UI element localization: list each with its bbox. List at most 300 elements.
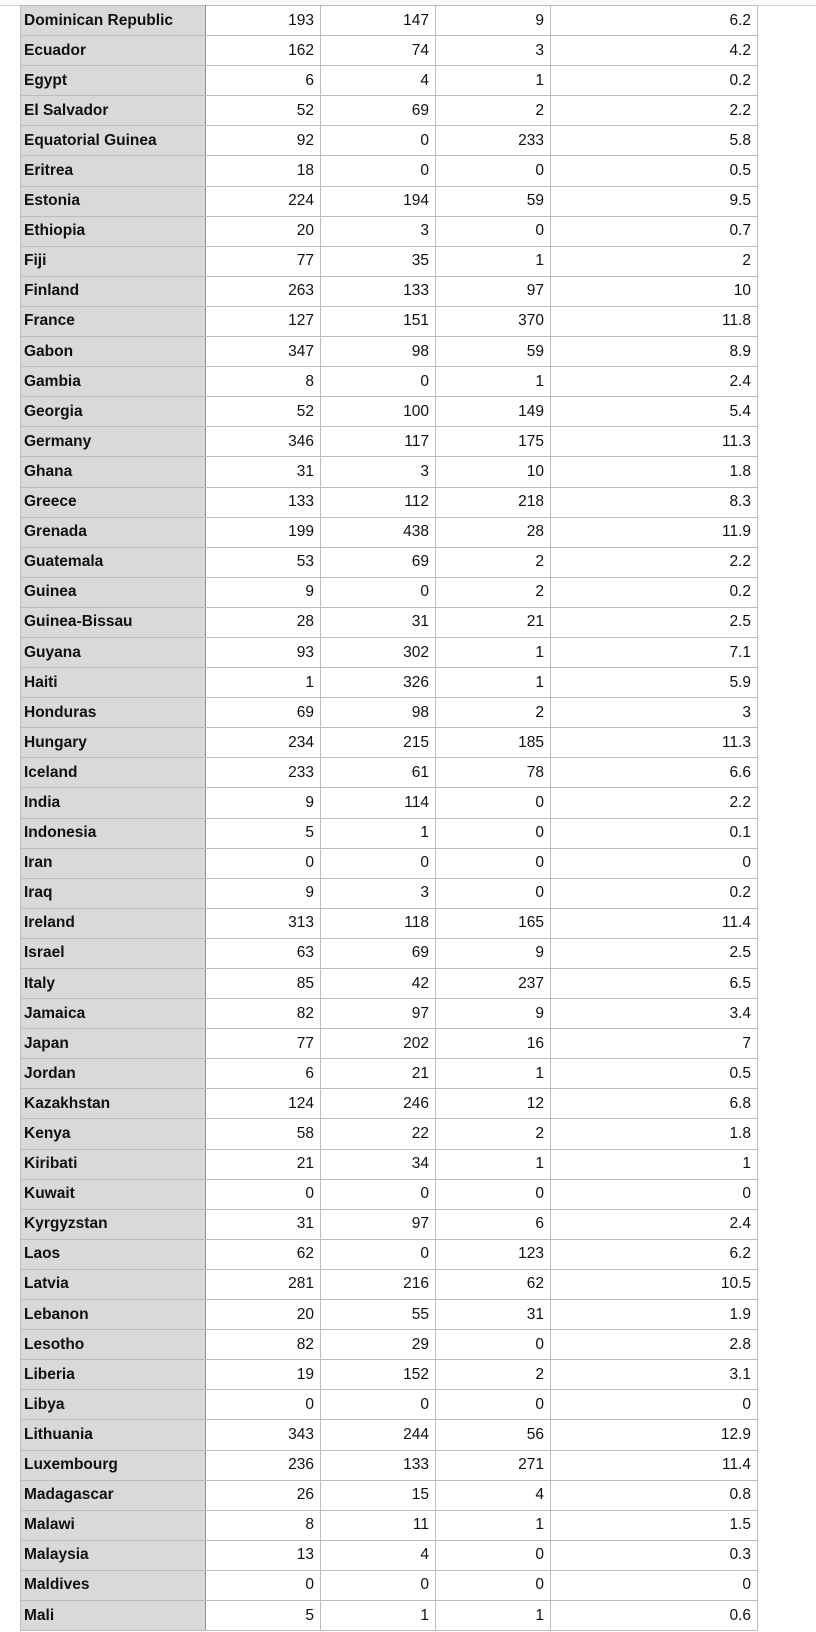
wine-servings-cell[interactable]: 10 — [436, 457, 551, 487]
beer-servings-cell[interactable]: 63 — [206, 938, 321, 968]
spirit-servings-cell[interactable]: 0 — [321, 126, 436, 156]
wine-servings-cell[interactable]: 123 — [436, 1239, 551, 1269]
total-litres-cell[interactable]: 2.5 — [551, 938, 758, 968]
table-row — [21, 1179, 758, 1209]
spirit-servings-cell[interactable]: 152 — [321, 1360, 436, 1390]
spirit-servings-cell[interactable]: 0 — [321, 1239, 436, 1269]
beer-servings-cell[interactable]: 0 — [206, 848, 321, 878]
total-litres-cell[interactable]: 2 — [551, 246, 758, 276]
spirit-servings-cell[interactable]: 118 — [321, 908, 436, 938]
wine-servings-cell[interactable]: 0 — [436, 1179, 551, 1209]
wine-servings-cell[interactable]: 1 — [436, 1059, 551, 1089]
country-cell[interactable]: India — [21, 788, 206, 818]
wine-servings-cell[interactable]: 0 — [436, 1390, 551, 1420]
country-cell[interactable]: Equatorial Guinea — [21, 126, 206, 156]
total-litres-cell[interactable]: 0.5 — [551, 1059, 758, 1089]
total-litres-cell[interactable]: 2.4 — [551, 1209, 758, 1239]
wine-servings-cell[interactable]: 0 — [436, 1330, 551, 1360]
spirit-servings-cell[interactable]: 3 — [321, 878, 436, 908]
country-cell[interactable]: Laos — [21, 1239, 206, 1269]
wine-servings-cell[interactable]: 218 — [436, 487, 551, 517]
country-cell[interactable]: Latvia — [21, 1269, 206, 1299]
country-cell[interactable]: El Salvador — [21, 96, 206, 126]
total-litres-cell[interactable]: 7.1 — [551, 637, 758, 667]
spirit-servings-cell[interactable]: 98 — [321, 698, 436, 728]
beer-servings-cell[interactable]: 58 — [206, 1119, 321, 1149]
table-row — [21, 66, 758, 96]
wine-servings-cell[interactable]: 0 — [436, 878, 551, 908]
total-litres-cell[interactable]: 1.8 — [551, 1119, 758, 1149]
country-cell[interactable]: Lithuania — [21, 1420, 206, 1450]
spirit-servings-cell[interactable]: 98 — [321, 337, 436, 367]
beer-servings-cell[interactable]: 52 — [206, 397, 321, 427]
table-row — [21, 878, 758, 908]
table-row — [21, 427, 758, 457]
beer-servings-cell[interactable]: 21 — [206, 1149, 321, 1179]
country-cell[interactable]: Estonia — [21, 186, 206, 216]
total-litres-cell[interactable]: 0 — [551, 1179, 758, 1209]
country-cell[interactable]: Libya — [21, 1390, 206, 1420]
total-litres-cell[interactable]: 1 — [551, 1149, 758, 1179]
beer-servings-cell[interactable]: 313 — [206, 908, 321, 938]
wine-servings-cell[interactable]: 2 — [436, 1119, 551, 1149]
wine-servings-cell[interactable]: 185 — [436, 728, 551, 758]
table-row — [21, 1360, 758, 1390]
wine-servings-cell[interactable]: 233 — [436, 126, 551, 156]
total-litres-cell[interactable]: 2.2 — [551, 547, 758, 577]
beer-servings-cell[interactable]: 343 — [206, 1420, 321, 1450]
beer-servings-cell[interactable]: 281 — [206, 1269, 321, 1299]
country-cell[interactable]: Japan — [21, 1029, 206, 1059]
wine-servings-cell[interactable]: 1 — [436, 637, 551, 667]
country-cell[interactable]: Gambia — [21, 367, 206, 397]
total-litres-cell[interactable]: 3.4 — [551, 999, 758, 1029]
wine-servings-cell[interactable]: 2 — [436, 547, 551, 577]
wine-servings-cell[interactable]: 28 — [436, 517, 551, 547]
spirit-servings-cell[interactable]: 326 — [321, 668, 436, 698]
wine-servings-cell[interactable]: 149 — [436, 397, 551, 427]
spirit-servings-cell[interactable]: 42 — [321, 969, 436, 999]
country-cell[interactable]: Grenada — [21, 517, 206, 547]
table-row — [21, 1600, 758, 1630]
beer-servings-cell[interactable]: 26 — [206, 1480, 321, 1510]
wine-servings-cell[interactable]: 31 — [436, 1300, 551, 1330]
total-litres-cell[interactable]: 6.5 — [551, 969, 758, 999]
spirit-servings-cell[interactable]: 15 — [321, 1480, 436, 1510]
spirit-servings-cell[interactable]: 97 — [321, 1209, 436, 1239]
country-cell[interactable]: Ireland — [21, 908, 206, 938]
spirit-servings-cell[interactable]: 1 — [321, 1600, 436, 1630]
beer-servings-cell[interactable]: 6 — [206, 66, 321, 96]
beer-servings-cell[interactable]: 347 — [206, 337, 321, 367]
beer-servings-cell[interactable]: 85 — [206, 969, 321, 999]
spirit-servings-cell[interactable]: 22 — [321, 1119, 436, 1149]
total-litres-cell[interactable]: 2.2 — [551, 788, 758, 818]
total-litres-cell[interactable]: 0.2 — [551, 66, 758, 96]
beer-servings-cell[interactable]: 82 — [206, 999, 321, 1029]
total-litres-cell[interactable]: 2.2 — [551, 96, 758, 126]
total-litres-cell[interactable]: 10.5 — [551, 1269, 758, 1299]
beer-servings-cell[interactable]: 52 — [206, 96, 321, 126]
spirit-servings-cell[interactable]: 202 — [321, 1029, 436, 1059]
table-row — [21, 487, 758, 517]
beer-servings-cell[interactable]: 236 — [206, 1450, 321, 1480]
wine-servings-cell[interactable]: 2 — [436, 96, 551, 126]
country-cell[interactable]: Haiti — [21, 668, 206, 698]
beer-servings-cell[interactable]: 224 — [206, 186, 321, 216]
total-litres-cell[interactable]: 0.7 — [551, 216, 758, 246]
table-row — [21, 908, 758, 938]
country-cell[interactable]: France — [21, 306, 206, 336]
country-cell[interactable]: Kuwait — [21, 1179, 206, 1209]
spirit-servings-cell[interactable]: 55 — [321, 1300, 436, 1330]
country-cell[interactable]: Hungary — [21, 728, 206, 758]
spirit-servings-cell[interactable]: 74 — [321, 36, 436, 66]
country-cell[interactable]: Malawi — [21, 1510, 206, 1540]
wine-servings-cell[interactable]: 1 — [436, 66, 551, 96]
total-litres-cell[interactable]: 1.5 — [551, 1510, 758, 1540]
wine-servings-cell[interactable]: 0 — [436, 1540, 551, 1570]
spirit-servings-cell[interactable]: 147 — [321, 6, 436, 36]
total-litres-cell[interactable]: 10 — [551, 276, 758, 306]
beer-servings-cell[interactable]: 20 — [206, 1300, 321, 1330]
wine-servings-cell[interactable]: 1 — [436, 668, 551, 698]
beer-servings-cell[interactable]: 82 — [206, 1330, 321, 1360]
total-litres-cell[interactable]: 0.6 — [551, 1600, 758, 1630]
beer-servings-cell[interactable]: 346 — [206, 427, 321, 457]
beer-servings-cell[interactable]: 1 — [206, 668, 321, 698]
wine-servings-cell[interactable]: 0 — [436, 818, 551, 848]
total-litres-cell[interactable]: 0.8 — [551, 1480, 758, 1510]
total-litres-cell[interactable]: 4.2 — [551, 36, 758, 66]
wine-servings-cell[interactable]: 370 — [436, 306, 551, 336]
total-litres-cell[interactable]: 0.2 — [551, 577, 758, 607]
spirit-servings-cell[interactable]: 11 — [321, 1510, 436, 1540]
beer-servings-cell[interactable]: 28 — [206, 607, 321, 637]
table-row — [21, 1540, 758, 1570]
total-litres-cell[interactable]: 7 — [551, 1029, 758, 1059]
spirit-servings-cell[interactable]: 302 — [321, 637, 436, 667]
spirit-servings-cell[interactable]: 34 — [321, 1149, 436, 1179]
table-row — [21, 547, 758, 577]
total-litres-cell[interactable]: 5.4 — [551, 397, 758, 427]
wine-servings-cell[interactable]: 12 — [436, 1089, 551, 1119]
country-cell[interactable]: Indonesia — [21, 818, 206, 848]
wine-servings-cell[interactable]: 0 — [436, 156, 551, 186]
country-cell[interactable]: Lesotho — [21, 1330, 206, 1360]
total-litres-cell[interactable]: 11.3 — [551, 427, 758, 457]
spirit-servings-cell[interactable]: 29 — [321, 1330, 436, 1360]
wine-servings-cell[interactable]: 1 — [436, 1149, 551, 1179]
table-row — [21, 96, 758, 126]
country-cell[interactable]: Luxembourg — [21, 1450, 206, 1480]
table-row — [21, 668, 758, 698]
beer-servings-cell[interactable]: 92 — [206, 126, 321, 156]
wine-servings-cell[interactable]: 59 — [436, 186, 551, 216]
beer-servings-cell[interactable]: 0 — [206, 1390, 321, 1420]
spirit-servings-cell[interactable]: 216 — [321, 1269, 436, 1299]
wine-servings-cell[interactable]: 59 — [436, 337, 551, 367]
spreadsheet-grid[interactable] — [20, 5, 757, 1631]
spirit-servings-cell[interactable]: 133 — [321, 276, 436, 306]
total-litres-cell[interactable]: 11.3 — [551, 728, 758, 758]
total-litres-cell[interactable]: 0 — [551, 1570, 758, 1600]
beer-servings-cell[interactable]: 77 — [206, 1029, 321, 1059]
spirit-servings-cell[interactable]: 97 — [321, 999, 436, 1029]
wine-servings-cell[interactable]: 175 — [436, 427, 551, 457]
beer-servings-cell[interactable]: 5 — [206, 1600, 321, 1630]
wine-servings-cell[interactable]: 62 — [436, 1269, 551, 1299]
beer-servings-cell[interactable]: 8 — [206, 1510, 321, 1540]
table-row — [21, 6, 758, 36]
country-cell[interactable]: Jordan — [21, 1059, 206, 1089]
country-cell[interactable]: Lebanon — [21, 1300, 206, 1330]
wine-servings-cell[interactable]: 271 — [436, 1450, 551, 1480]
total-litres-cell[interactable]: 3 — [551, 698, 758, 728]
table-row — [21, 1450, 758, 1480]
total-litres-cell[interactable]: 1.9 — [551, 1300, 758, 1330]
beer-servings-cell[interactable]: 93 — [206, 637, 321, 667]
spirit-servings-cell[interactable]: 0 — [321, 1179, 436, 1209]
beer-servings-cell[interactable]: 199 — [206, 517, 321, 547]
country-cell[interactable]: Dominican Republic — [21, 6, 206, 36]
country-cell[interactable]: Guyana — [21, 637, 206, 667]
spirit-servings-cell[interactable]: 1 — [321, 818, 436, 848]
total-litres-cell[interactable]: 12.9 — [551, 1420, 758, 1450]
beer-servings-cell[interactable]: 31 — [206, 457, 321, 487]
wine-servings-cell[interactable]: 0 — [436, 848, 551, 878]
country-cell[interactable]: Israel — [21, 938, 206, 968]
country-cell[interactable]: Liberia — [21, 1360, 206, 1390]
beer-servings-cell[interactable]: 19 — [206, 1360, 321, 1390]
country-cell[interactable]: Ecuador — [21, 36, 206, 66]
spirit-servings-cell[interactable]: 244 — [321, 1420, 436, 1450]
wine-servings-cell[interactable]: 2 — [436, 577, 551, 607]
spirit-servings-cell[interactable]: 69 — [321, 547, 436, 577]
wine-servings-cell[interactable]: 0 — [436, 788, 551, 818]
country-cell[interactable]: Mali — [21, 1600, 206, 1630]
country-cell[interactable]: Guinea — [21, 577, 206, 607]
wine-servings-cell[interactable]: 1 — [436, 1510, 551, 1540]
spirit-servings-cell[interactable]: 0 — [321, 577, 436, 607]
table-row — [21, 969, 758, 999]
table-row — [21, 126, 758, 156]
spirit-servings-cell[interactable]: 246 — [321, 1089, 436, 1119]
beer-servings-cell[interactable]: 124 — [206, 1089, 321, 1119]
spirit-servings-cell[interactable]: 133 — [321, 1450, 436, 1480]
spirit-servings-cell[interactable]: 0 — [321, 156, 436, 186]
wine-servings-cell[interactable]: 0 — [436, 1570, 551, 1600]
total-litres-cell[interactable]: 3.1 — [551, 1360, 758, 1390]
total-litres-cell[interactable]: 0 — [551, 848, 758, 878]
spirit-servings-cell[interactable]: 114 — [321, 788, 436, 818]
total-litres-cell[interactable]: 6.2 — [551, 6, 758, 36]
spirit-servings-cell[interactable]: 31 — [321, 607, 436, 637]
country-cell[interactable]: Jamaica — [21, 999, 206, 1029]
beer-servings-cell[interactable]: 263 — [206, 276, 321, 306]
wine-servings-cell[interactable]: 9 — [436, 6, 551, 36]
table-row — [21, 1089, 758, 1119]
table-row — [21, 397, 758, 427]
table-row — [21, 637, 758, 667]
total-litres-cell[interactable]: 5.8 — [551, 126, 758, 156]
spirit-servings-cell[interactable]: 35 — [321, 246, 436, 276]
wine-servings-cell[interactable]: 0 — [436, 216, 551, 246]
spirit-servings-cell[interactable]: 3 — [321, 457, 436, 487]
total-litres-cell[interactable]: 1.8 — [551, 457, 758, 487]
beer-servings-cell[interactable]: 133 — [206, 487, 321, 517]
beer-servings-cell[interactable]: 127 — [206, 306, 321, 336]
beer-servings-cell[interactable]: 20 — [206, 216, 321, 246]
spirit-servings-cell[interactable]: 61 — [321, 758, 436, 788]
spirit-servings-cell[interactable]: 0 — [321, 1390, 436, 1420]
country-cell[interactable]: Iraq — [21, 878, 206, 908]
spirit-servings-cell[interactable]: 4 — [321, 66, 436, 96]
wine-servings-cell[interactable]: 21 — [436, 607, 551, 637]
wine-servings-cell[interactable]: 2 — [436, 1360, 551, 1390]
country-cell[interactable]: Iran — [21, 848, 206, 878]
total-litres-cell[interactable]: 0.2 — [551, 878, 758, 908]
table-row — [21, 1480, 758, 1510]
total-litres-cell[interactable]: 11.8 — [551, 306, 758, 336]
beer-servings-cell[interactable]: 8 — [206, 367, 321, 397]
table-row — [21, 156, 758, 186]
country-cell[interactable]: Malaysia — [21, 1540, 206, 1570]
beer-servings-cell[interactable]: 0 — [206, 1179, 321, 1209]
spirit-servings-cell[interactable]: 194 — [321, 186, 436, 216]
spirit-servings-cell[interactable]: 4 — [321, 1540, 436, 1570]
wine-servings-cell[interactable]: 3 — [436, 36, 551, 66]
beer-servings-cell[interactable]: 9 — [206, 577, 321, 607]
beer-servings-cell[interactable]: 31 — [206, 1209, 321, 1239]
wine-servings-cell[interactable]: 9 — [436, 938, 551, 968]
table-row — [21, 1029, 758, 1059]
country-cell[interactable]: Kiribati — [21, 1149, 206, 1179]
beer-servings-cell[interactable]: 69 — [206, 698, 321, 728]
spirit-servings-cell[interactable]: 117 — [321, 427, 436, 457]
total-litres-cell[interactable]: 6.2 — [551, 1239, 758, 1269]
wine-servings-cell[interactable]: 97 — [436, 276, 551, 306]
wine-servings-cell[interactable]: 56 — [436, 1420, 551, 1450]
spirit-servings-cell[interactable]: 0 — [321, 1570, 436, 1600]
table-row — [21, 607, 758, 637]
total-litres-cell[interactable]: 2.5 — [551, 607, 758, 637]
spirit-servings-cell[interactable]: 215 — [321, 728, 436, 758]
beer-servings-cell[interactable]: 6 — [206, 1059, 321, 1089]
wine-servings-cell[interactable]: 1 — [436, 1600, 551, 1630]
wine-servings-cell[interactable]: 2 — [436, 698, 551, 728]
table-row — [21, 367, 758, 397]
total-litres-cell[interactable]: 0 — [551, 1390, 758, 1420]
country-cell[interactable]: Ghana — [21, 457, 206, 487]
country-cell[interactable]: Iceland — [21, 758, 206, 788]
country-cell[interactable]: Italy — [21, 969, 206, 999]
wine-servings-cell[interactable]: 4 — [436, 1480, 551, 1510]
total-litres-cell[interactable]: 2.4 — [551, 367, 758, 397]
country-cell[interactable]: Georgia — [21, 397, 206, 427]
beer-servings-cell[interactable]: 162 — [206, 36, 321, 66]
spirit-servings-cell[interactable]: 0 — [321, 848, 436, 878]
total-litres-cell[interactable]: 11.4 — [551, 1450, 758, 1480]
country-cell[interactable]: Egypt — [21, 66, 206, 96]
wine-servings-cell[interactable]: 9 — [436, 999, 551, 1029]
total-litres-cell[interactable]: 9.5 — [551, 186, 758, 216]
wine-servings-cell[interactable]: 6 — [436, 1209, 551, 1239]
total-litres-cell[interactable]: 2.8 — [551, 1330, 758, 1360]
table-row — [21, 999, 758, 1029]
total-litres-cell[interactable]: 11.9 — [551, 517, 758, 547]
beer-servings-cell[interactable]: 13 — [206, 1540, 321, 1570]
total-litres-cell[interactable]: 0.1 — [551, 818, 758, 848]
wine-servings-cell[interactable]: 16 — [436, 1029, 551, 1059]
table-row — [21, 306, 758, 336]
beer-servings-cell[interactable]: 18 — [206, 156, 321, 186]
country-cell[interactable]: Kazakhstan — [21, 1089, 206, 1119]
country-cell[interactable]: Finland — [21, 276, 206, 306]
total-litres-cell[interactable]: 11.4 — [551, 908, 758, 938]
country-cell[interactable]: Honduras — [21, 698, 206, 728]
spirit-servings-cell[interactable]: 100 — [321, 397, 436, 427]
total-litres-cell[interactable]: 8.3 — [551, 487, 758, 517]
wine-servings-cell[interactable]: 237 — [436, 969, 551, 999]
country-cell[interactable]: Kyrgyzstan — [21, 1209, 206, 1239]
spirit-servings-cell[interactable]: 69 — [321, 938, 436, 968]
spirit-servings-cell[interactable]: 438 — [321, 517, 436, 547]
total-litres-cell[interactable]: 8.9 — [551, 337, 758, 367]
beer-servings-cell[interactable]: 233 — [206, 758, 321, 788]
country-cell[interactable]: Ethiopia — [21, 216, 206, 246]
country-cell[interactable]: Germany — [21, 427, 206, 457]
country-cell[interactable]: Eritrea — [21, 156, 206, 186]
beer-servings-cell[interactable]: 62 — [206, 1239, 321, 1269]
beer-servings-cell[interactable]: 53 — [206, 547, 321, 577]
country-cell[interactable]: Guatemala — [21, 547, 206, 577]
spirit-servings-cell[interactable]: 69 — [321, 96, 436, 126]
beer-servings-cell[interactable]: 234 — [206, 728, 321, 758]
beer-servings-cell[interactable]: 193 — [206, 6, 321, 36]
beer-servings-cell[interactable]: 77 — [206, 246, 321, 276]
total-litres-cell[interactable]: 0.5 — [551, 156, 758, 186]
spirit-servings-cell[interactable]: 21 — [321, 1059, 436, 1089]
spirit-servings-cell[interactable]: 112 — [321, 487, 436, 517]
country-cell[interactable]: Gabon — [21, 337, 206, 367]
beer-servings-cell[interactable]: 9 — [206, 788, 321, 818]
total-litres-cell[interactable]: 5.9 — [551, 668, 758, 698]
beer-servings-cell[interactable]: 5 — [206, 818, 321, 848]
total-litres-cell[interactable]: 6.8 — [551, 1089, 758, 1119]
wine-servings-cell[interactable]: 78 — [436, 758, 551, 788]
spirit-servings-cell[interactable]: 3 — [321, 216, 436, 246]
spirit-servings-cell[interactable]: 151 — [321, 306, 436, 336]
table-row — [21, 818, 758, 848]
country-cell[interactable]: Greece — [21, 487, 206, 517]
spirit-servings-cell[interactable]: 0 — [321, 367, 436, 397]
beer-servings-cell[interactable]: 9 — [206, 878, 321, 908]
country-cell[interactable]: Kenya — [21, 1119, 206, 1149]
wine-servings-cell[interactable]: 1 — [436, 367, 551, 397]
total-litres-cell[interactable]: 6.6 — [551, 758, 758, 788]
wine-servings-cell[interactable]: 1 — [436, 246, 551, 276]
country-cell[interactable]: Madagascar — [21, 1480, 206, 1510]
table-row — [21, 728, 758, 758]
total-litres-cell[interactable]: 0.3 — [551, 1540, 758, 1570]
wine-servings-cell[interactable]: 165 — [436, 908, 551, 938]
country-cell[interactable]: Guinea-Bissau — [21, 607, 206, 637]
table-row — [21, 1269, 758, 1299]
beer-servings-cell[interactable]: 0 — [206, 1570, 321, 1600]
country-cell[interactable]: Fiji — [21, 246, 206, 276]
country-cell[interactable]: Maldives — [21, 1570, 206, 1600]
